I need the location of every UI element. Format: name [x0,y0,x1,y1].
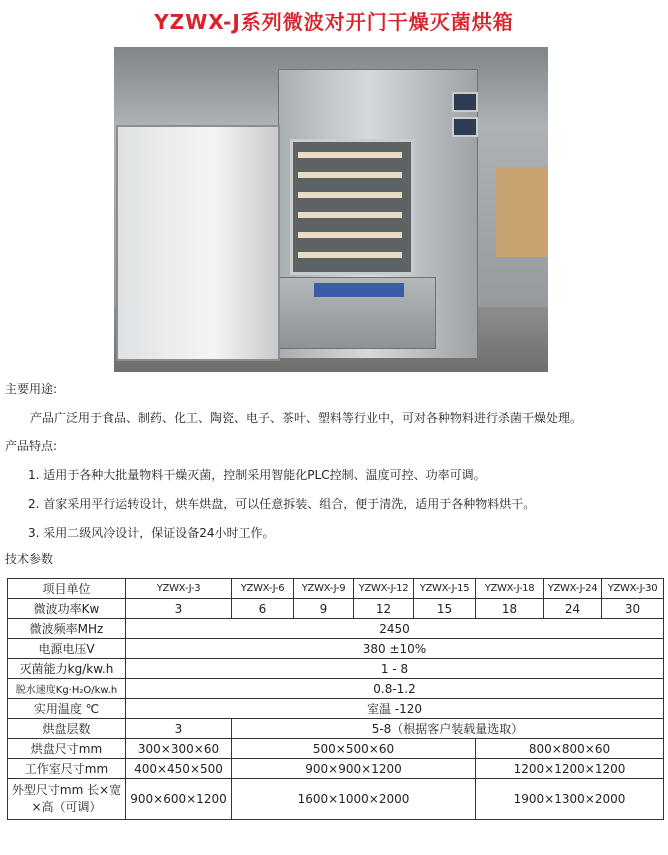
table-row [8,759,664,779]
row-label: 外型尺寸mm 长×宽×高（可调） [8,779,126,820]
row-label: 烘盘尺寸mm [8,739,126,759]
table-cell: 12 [354,599,414,619]
row-label: 微波频率MHz [8,619,126,639]
table-row [8,739,664,759]
control-panel-screen [452,92,478,112]
oven-shelf [298,192,402,198]
table-cell: 18 [476,599,544,619]
oven-shelf [298,252,402,258]
table-cell: 900×900×1200 [232,759,476,779]
feature-item: 1. 适用于各种大批量物料干燥灭菌，控制采用智能化PLC控制、温度可控、功率可调。 [28,468,486,482]
table-cell: 0.8-1.2 [126,679,664,699]
table-header-cell: YZWX-J-6 [232,579,294,599]
oven-nameplate [314,283,404,297]
table-header-cell: YZWX-J-30 [602,579,664,599]
table-cell: 15 [414,599,476,619]
table-cell: 1600×1000×2000 [232,779,476,820]
table-cell: 24 [544,599,602,619]
table-cell: 室温 -120 [126,699,664,719]
oven-shelf [298,152,402,158]
table-row [8,659,664,679]
table-cell: 500×500×60 [232,739,476,759]
table-row [8,719,664,739]
page-title: YZWX-J系列微波对开门干燥灭菌烘箱 [154,10,514,34]
features-heading: 产品特点: [5,439,58,453]
oven-shelf [298,212,402,218]
table-cell: 1 - 8 [126,659,664,679]
table-header-cell: YZWX-J-3 [126,579,232,599]
table-cell: 1900×1300×2000 [476,779,664,820]
photo-boxes [496,167,548,257]
row-label: 电源电压V [8,639,126,659]
oven-shelf [298,172,402,178]
row-label: 脱水速度Kg·H₂O/kw.h [8,679,126,699]
table-cell: 300×300×60 [126,739,232,759]
params-heading: 技术参数 [5,552,54,566]
row-label: 微波功率Kw [8,599,126,619]
table-cell: 800×800×60 [476,739,664,759]
table-cell: 9 [294,599,354,619]
table-row [8,599,664,619]
row-label: 烘盘层数 [8,719,126,739]
table-header-cell: YZWX-J-12 [354,579,414,599]
table-cell: 900×600×1200 [126,779,232,820]
oven-door [116,125,280,361]
product-photo [114,47,548,372]
table-row [8,779,664,820]
table-cell: 400×450×500 [126,759,232,779]
feature-item: 3. 采用二级风冷设计，保证设备24小时工作。 [28,526,275,540]
table-row [8,699,664,719]
table-header-cell: 项目单位 [8,579,126,599]
row-label: 灭菌能力kg/kw.h [8,659,126,679]
table-cell: 1200×1200×1200 [476,759,664,779]
row-label: 工作室尺寸mm [8,759,126,779]
table-row [8,579,664,599]
table-header-cell: YZWX-J-15 [414,579,476,599]
table-cell: 3 [126,719,232,739]
table-cell: 30 [602,599,664,619]
spec-table [7,578,664,820]
table-header-cell: YZWX-J-24 [544,579,602,599]
usage-text: 产品广泛用于食品、制药、化工、陶瓷、电子、茶叶、塑料等行业中，可对各种物料进行杀菌干燥处理。 [30,411,583,425]
feature-item: 2. 首家采用平行运转设计，烘车烘盘，可以任意拆装、组合，便于清洗，适用于各种物料烘干。 [28,497,536,511]
row-label: 实用温度 ℃ [8,699,126,719]
table-header-cell: YZWX-J-18 [476,579,544,599]
table-row [8,639,664,659]
oven-shelf [298,232,402,238]
table-header-cell: YZWX-J-9 [294,579,354,599]
control-panel-screen [452,117,478,137]
table-cell: 380 ±10% [126,639,664,659]
table-row [8,619,664,639]
table-cell: 3 [126,599,232,619]
usage-heading: 主要用途: [5,382,58,396]
table-row [8,679,664,699]
table-cell: 2450 [126,619,664,639]
table-cell: 5-8（根据客户装载量选取） [232,719,664,739]
table-cell: 6 [232,599,294,619]
